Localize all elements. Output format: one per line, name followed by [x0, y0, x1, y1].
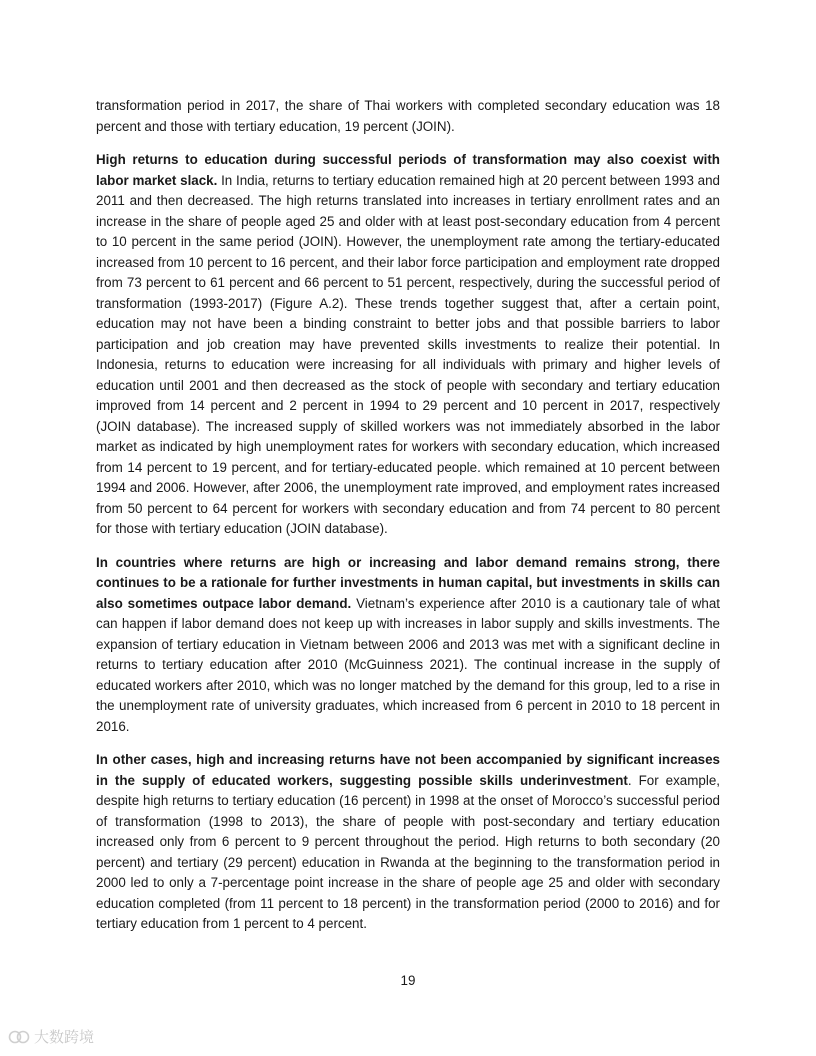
page-number: 19	[400, 973, 416, 988]
paragraph-2-lead: High returns to education during successful periods of transformation may also coexist with labor market slack.	[96, 152, 720, 188]
paragraph-2-body: In India, returns to tertiary education remained high at 20 percent between 1993 and 2011 and then decreased. The high returns translated into increases in tertiary enrollment rates and an increase in the share of people aged 25 and older with at least post-secondary education from 4 percent to 10 percent in the same period (JOIN). However, the unemployment rate among the tertiary-educated increased from 10 percent to 16 percent, and their labor force participation and employment rate dropped from 73 percent to 61 percent and 66 percent to 51 percent, respectively, during the successful period of transformation (1993-2017) (Figure A.2). These trends together suggest that, after a certain point, education may not have been a binding constraint to better jobs and that possible barriers to labor participation and job creation may have prevented skills investments to realize their potential. In Indonesia, returns to education were increasing for all individuals with primary and higher levels of education until 2001 and then decreased as the stock of people with secondary and tertiary education improved from 14 percent and 2 percent in 1994 to 29 percent and 10 percent in 2017, respectively (JOIN database). The increased supply of skilled workers was not immediately absorbed in the labor market as indicated by high unemployment rates for workers with secondary education, which increased from 14 percent to 19 percent, and for tertiary-educated people. which remained at 10 percent between 1994 and 2006. However, after 2006, the unemployment rate improved, and employment rates increased from 50 percent to 64 percent for workers with secondary education and from 74 percent to 80 percent for those with tertiary education (JOIN database).	[96, 172, 720, 536]
page-body	[96, 96, 720, 948]
watermark	[8, 1026, 94, 1047]
paragraph-4-lead: In other cases, high and increasing returns have not been accompanied by significant increases in the supply of educated workers, suggesting possible skills underinvestment	[96, 752, 720, 788]
paragraph-4-body: . For example, despite high returns to tertiary education (16 percent) in 1998 at the onset of Morocco’s successful period of transformation (1998 to 2013), the share of people with post-secondary and tertiary education increased only from 6 percent to 9 percent throughout the period. High returns to both secondary (20 percent) and tertiary (29 percent) education in Rwanda at the beginning to the transformation period in 2000 led to only a 7-percentage point increase in the share of people age 25 and older with secondary education completed (from 11 percent to 18 percent) in the transformation period (2000 to 2016) and for tertiary education from 1 percent to 4 percent.	[96, 772, 720, 931]
watermark-logo-icon	[8, 1028, 30, 1046]
paragraph-1-body: transformation period in 2017, the share of Thai workers with completed secondary education was 18 percent and those with tertiary education, 19 percent (JOIN).	[96, 98, 720, 134]
paragraph-2	[96, 150, 720, 540]
paragraph-3	[96, 553, 720, 738]
paragraph-3-lead: In countries where returns are high or increasing and labor demand remains strong, there continues to be a rationale for further investments in human capital, but investments in skills can also sometimes outpace labor demand.	[96, 554, 720, 611]
paragraph-4	[96, 750, 720, 935]
paragraph-3-body: Vietnam’s experience after 2010 is a cautionary tale of what can happen if labor demand does not keep up with increases in labor supply and skills investments. The expansion of tertiary education in Vietnam between 2006 and 2013 was met with a significant decline in returns to tertiary education after 2010 (McGuinness 2021). The continual increase in the supply of educated workers after 2010, which was no longer matched by the demand for this group, led to a rise in the unemployment rate of university graduates, which increased from 6 percent in 2010 to 18 percent in 2016.	[96, 595, 721, 734]
watermark-text: 大数跨境	[34, 1029, 95, 1046]
paragraph-1	[96, 96, 720, 137]
